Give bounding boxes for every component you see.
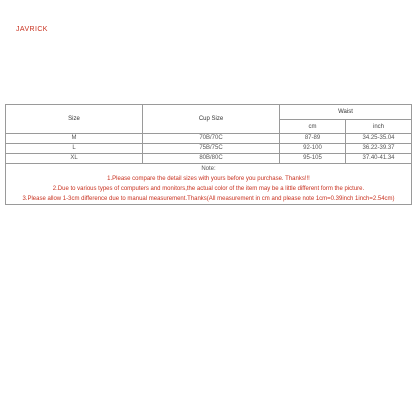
header-row — [6, 105, 412, 120]
notes-title: Note: — [201, 166, 216, 172]
waist-header: Waist — [280, 105, 412, 120]
inch-cell: 36.22-39.37 — [346, 144, 412, 154]
size-chart-table — [5, 104, 412, 205]
cm-cell: 95-105 — [280, 154, 346, 164]
brand-logo: JAVRICK — [16, 26, 48, 33]
inch-cell: 37.40-41.34 — [346, 154, 412, 164]
cup-size-header: Cup Size — [143, 105, 280, 134]
size-header: Size — [6, 105, 143, 134]
cup-cell: 70B/70C — [143, 134, 280, 144]
note-line-2: 2.Due to various types of computers and monitors,the actual color of the item may be a little different form the picture. — [52, 186, 365, 192]
inch-header: inch — [346, 120, 412, 134]
cup-cell: 75B/75C — [143, 144, 280, 154]
size-cell: XL — [6, 154, 143, 164]
table-row — [6, 154, 412, 164]
note-line-3: 3.Please allow 1-3cm difference due to manual measurement.Thanks(All measurement in cm and please note 1cm=0.39inch 1inch=2.54cm) — [22, 196, 395, 202]
size-cell: M — [6, 134, 143, 144]
cup-cell: 80B/80C — [143, 154, 280, 164]
cm-cell: 87-89 — [280, 134, 346, 144]
cm-cell: 92-100 — [280, 144, 346, 154]
notes-section — [6, 164, 412, 205]
size-cell: L — [6, 144, 143, 154]
notes-row — [6, 164, 412, 205]
inch-cell: 34.25-35.04 — [346, 134, 412, 144]
table-row — [6, 134, 412, 144]
table-row — [6, 144, 412, 154]
note-line-1: 1.Please compare the detail sizes with yours before you purchase. Thanks!!! — [107, 176, 310, 182]
cm-header: cm — [280, 120, 346, 134]
